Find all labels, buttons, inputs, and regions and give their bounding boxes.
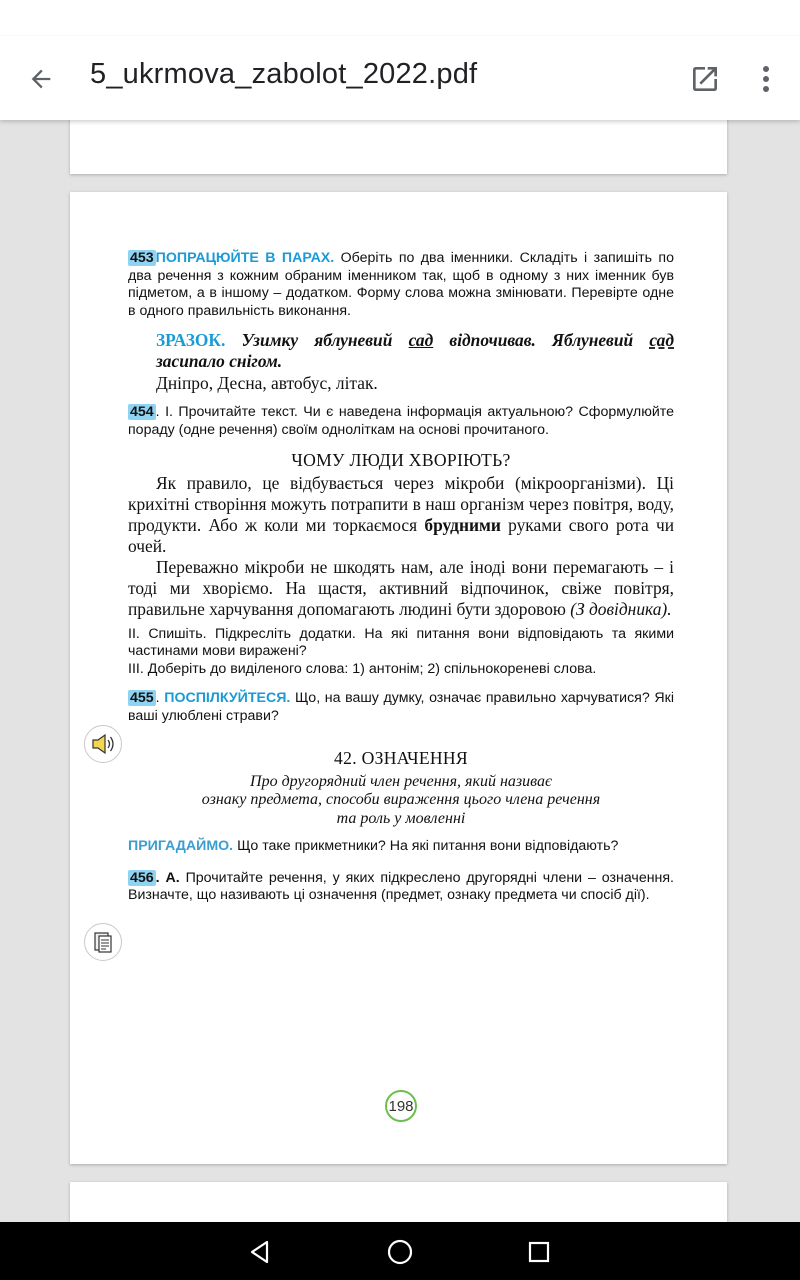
recall-label: ПРИГАДАЙМО.	[128, 838, 234, 855]
exercise-454	[128, 404, 674, 439]
page-content	[128, 250, 674, 905]
nav-recents-button[interactable]	[522, 1235, 556, 1269]
underlined-word: сад	[649, 330, 674, 351]
exercise-text: . І. Прочитайте текст. Чи є наведена інформація актуальною? Сформулюйте пораду (одне речення) своїм одноліткам на основі прочитаного.	[128, 404, 674, 438]
exercise-text: Що, на вашу думку, означає правильно харчуватися? Які ваші улюблені страви?	[128, 690, 674, 724]
text-heading: ЧОМУ ЛЮДИ ХВОРІЮТЬ?	[291, 449, 511, 470]
section-title: 42. ОЗНАЧЕННЯ	[334, 747, 468, 768]
open-external-icon	[689, 63, 721, 95]
more-options-button[interactable]	[750, 58, 782, 100]
exercise-number: 453	[130, 250, 154, 266]
highlighted-word: брудними	[424, 514, 501, 535]
subtitle-line: Про другорядний член речення, який називає	[250, 772, 552, 790]
page-number: 198	[385, 1090, 417, 1122]
home-circle-icon	[386, 1238, 414, 1266]
back-triangle-icon	[247, 1239, 273, 1265]
pdf-viewer[interactable]	[0, 120, 800, 1222]
recall-block	[128, 838, 674, 856]
word-list: Дніпро, Десна, автобус, літак.	[156, 373, 378, 394]
arrow-back-icon	[27, 65, 55, 93]
status-bar	[0, 0, 800, 36]
nav-home-button[interactable]	[383, 1235, 417, 1269]
exercise-455: 455 . ПОСПІЛКУЙТЕСЯ. Що, на вашу думку, означає правильно харчуватися? Які ваші улюблені страви?	[128, 690, 674, 724]
subtitle-line: та роль у мовленні	[336, 809, 466, 827]
paragraph	[128, 557, 674, 620]
source-note: (З довідника).	[570, 598, 672, 619]
exercise-text: Прочитайте речення, у яких підкреслено другорядні члени – означення. Визначте, що називають ці означення (предмет, ознаку предмета чи спосіб дії).	[128, 869, 675, 904]
sample-text: Узимку яблуневий	[225, 330, 409, 351]
recents-square-icon	[526, 1239, 552, 1265]
underlined-word: сад	[408, 330, 434, 351]
pdf-page	[70, 192, 727, 1164]
paragraph-text: Як правило, це відбувається через мікроби (мікроорганізми). Ці крихітні створіння можуть потрапити в наш організм через повітря, воду, продукти. Або ж коли ми торкаємося	[128, 472, 674, 535]
sample-text: відпочивав. Яблуневий	[433, 330, 650, 351]
open-with-button[interactable]	[684, 58, 726, 100]
nav-back-button[interactable]	[243, 1235, 277, 1269]
exercise-text: Оберіть по два іменники. Складіть і запишіть по два речення з кожним обраним іменником так, щоб в одному з них іменник був підметом, а в іншому – додатком. Форму слова можна змінювати. Перевірте одне в одного правильність виконання.	[128, 250, 674, 319]
navigation-bar	[0, 1222, 800, 1280]
sample-text: засипало снігом.	[156, 351, 283, 372]
sample-sentence	[128, 330, 674, 372]
task-3: ІІІ. Доберіть до виділеного слова: 1) антонім; 2) спільнокореневі слова.	[128, 660, 597, 677]
exercise-label: ПОПРАЦЮЙТЕ В ПАРАХ.	[155, 250, 335, 266]
recall-text: Що таке прикметники? На які питання вони відповідають?	[233, 838, 619, 855]
document-icon	[84, 923, 122, 961]
task-2: ІІ. Спишіть. Підкресліть додатки. На які питання вони відповідають та якими частинами мови виражені?	[128, 625, 674, 660]
exercise-label: . А.	[155, 869, 180, 886]
more-vert-icon	[762, 65, 770, 93]
back-button[interactable]	[18, 56, 64, 102]
paragraph-text: Переважно мікроби не шкодять нам, але іноді вони перемагають – і тоді ми хворіємо. На щастя, активний відпочинок, свіже повітря, правильне харчування допомагають людині бути здоровою	[128, 556, 674, 619]
exercise-453	[128, 250, 674, 320]
paragraph-text: руками свого рота чи очей.	[128, 514, 675, 556]
subtitle-line: ознаку предмета, способи вираження цього члена речення	[201, 791, 601, 809]
exercise-456	[128, 870, 674, 905]
exercise-number: 456	[130, 869, 154, 886]
paragraph	[128, 473, 674, 557]
exercise-number: 454	[130, 404, 154, 421]
sample-label: ЗРАЗОК.	[156, 330, 226, 351]
speaker-icon	[84, 725, 122, 763]
exercise-label: ПОСПІЛКУЙТЕСЯ.	[164, 690, 291, 707]
exercise-number: 455	[130, 690, 154, 707]
app-bar	[0, 36, 800, 120]
section-subtitle	[128, 773, 674, 829]
document-title: 5_ukrmova_zabolot_2022.pdf	[90, 58, 478, 90]
